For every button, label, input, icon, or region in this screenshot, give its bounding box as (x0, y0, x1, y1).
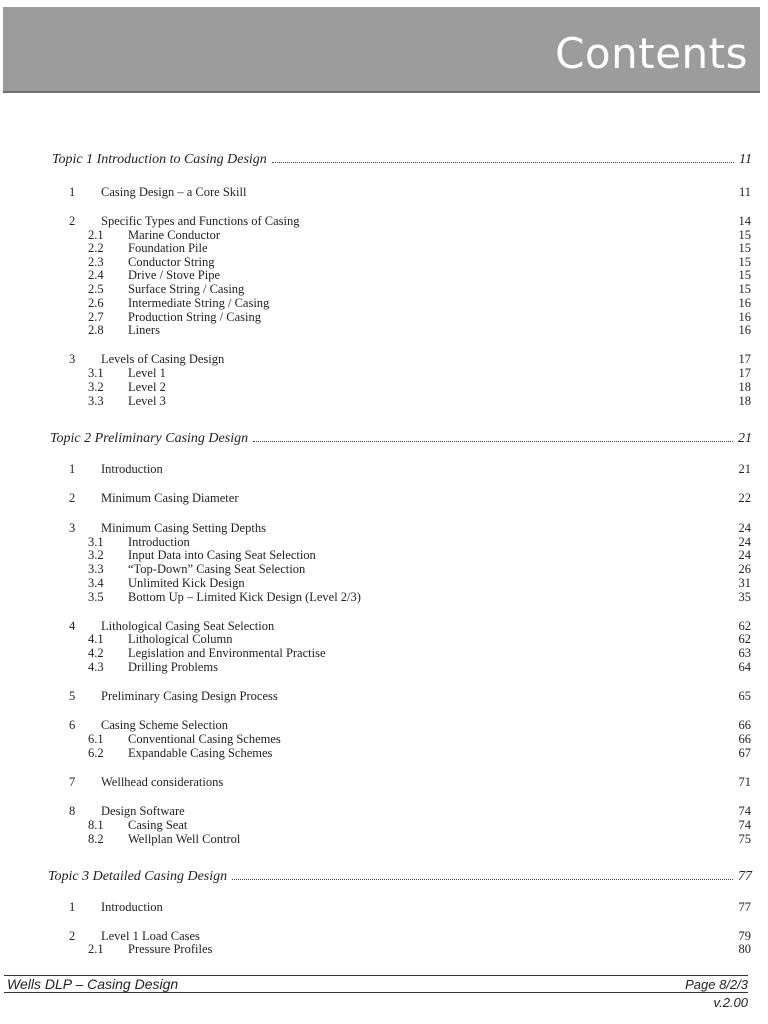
toc-entry-row (0, 590, 768, 604)
toc-entry-row (0, 255, 768, 269)
toc-entry-number: 2.8 (88, 323, 104, 337)
toc-entry-title: Introduction (101, 900, 163, 914)
toc-entry-row (0, 689, 768, 703)
toc-page-number: 18 (738, 380, 751, 394)
toc-entry-number: 5 (69, 689, 76, 703)
toc-entry-row (0, 282, 768, 296)
toc-page-number: 11 (739, 152, 752, 167)
toc-entry-number: 3.1 (88, 366, 104, 380)
toc-page-number: 16 (738, 323, 751, 337)
toc-entry-title: Preliminary Casing Design Process (101, 689, 278, 703)
toc-entry-row (0, 619, 768, 633)
footer-document-title: Wells DLP – Casing Design (7, 976, 179, 992)
toc-entry-number: 3 (69, 352, 76, 366)
toc-entry-title: Liners (128, 323, 160, 337)
footer-divider-bottom (4, 992, 748, 993)
toc-entry-row (0, 818, 768, 832)
toc-entry-row (0, 185, 768, 199)
toc-page-number: 66 (738, 732, 751, 746)
toc-page-number: 65 (738, 689, 751, 703)
toc-dot-leader (232, 879, 733, 880)
toc-entry-title: Introduction (128, 535, 190, 549)
toc-entry-row (0, 521, 768, 535)
toc-entry-title: “Top-Down” Casing Seat Selection (128, 562, 306, 576)
toc-entry-number: 2.1 (88, 942, 104, 956)
toc-topic-row (48, 870, 752, 884)
toc-entry-number: 2 (69, 214, 76, 228)
toc-entry-row (0, 775, 768, 789)
toc-page-number: 62 (738, 632, 751, 646)
toc-page-number: 15 (738, 228, 751, 242)
toc-entry-row (0, 462, 768, 476)
toc-entry-number: 6.2 (88, 746, 104, 760)
toc-topic-row (52, 153, 752, 167)
toc-entry-title: Conductor String (128, 255, 215, 269)
toc-entry-number: 8 (69, 804, 76, 818)
toc-entry-number: 2 (69, 929, 76, 943)
toc-page-number: 66 (738, 718, 751, 732)
toc-entry-number: 3.1 (88, 535, 104, 549)
toc-entry-title: Casing Design – a Core Skill (101, 185, 247, 199)
toc-topic-title: Topic 1 Introduction to Casing Design (52, 152, 267, 167)
toc-entry-number: 2.3 (88, 255, 104, 269)
toc-topic-title: Topic 2 Preliminary Casing Design (50, 431, 249, 446)
toc-entry-row (0, 366, 768, 380)
toc-page-number: 15 (738, 282, 751, 296)
toc-page-number: 21 (738, 431, 752, 446)
toc-entry-row (0, 491, 768, 505)
toc-entry-title: Production String / Casing (128, 310, 261, 324)
toc-entry-row (0, 562, 768, 576)
toc-entry-title: Wellplan Well Control (128, 832, 241, 846)
toc-entry-row (0, 942, 768, 956)
toc-page-number: 74 (738, 818, 751, 832)
toc-page-number: 24 (738, 535, 751, 549)
toc-page-number: 62 (738, 619, 751, 633)
toc-page-number: 18 (738, 394, 751, 408)
toc-page-number: 17 (738, 366, 751, 380)
toc-page-number: 16 (738, 296, 751, 310)
toc-entry-number: 3.3 (88, 562, 104, 576)
toc-entry-title: Levels of Casing Design (101, 352, 225, 366)
toc-page-number: 15 (738, 255, 751, 269)
toc-entry-title: Drilling Problems (128, 660, 218, 674)
toc-entry-number: 2.6 (88, 296, 104, 310)
toc-entry-title: Level 2 (128, 380, 166, 394)
toc-entry-number: 3.3 (88, 394, 104, 408)
toc-entry-number: 4 (69, 619, 76, 633)
toc-entry-title: Introduction (101, 462, 163, 476)
toc-page-number: 67 (738, 746, 751, 760)
toc-entry-title: Lithological Column (128, 632, 233, 646)
toc-entry-title: Legislation and Environmental Practise (128, 646, 326, 660)
toc-page-number: 22 (738, 491, 751, 505)
toc-page-number: 80 (738, 942, 751, 956)
toc-entry-row (0, 900, 768, 914)
toc-entry-title: Wellhead considerations (101, 775, 224, 789)
toc-entry-title: Conventional Casing Schemes (128, 732, 281, 746)
toc-entry-row (0, 535, 768, 549)
toc-entry-title: Casing Seat (128, 818, 188, 832)
toc-entry-number: 3 (69, 521, 76, 535)
toc-page-number: 11 (738, 185, 751, 199)
toc-entry-title: Pressure Profiles (128, 942, 213, 956)
toc-entry-number: 4.1 (88, 632, 104, 646)
toc-page-number: 71 (738, 775, 751, 789)
toc-entry-row (0, 548, 768, 562)
toc-page-number: 64 (738, 660, 751, 674)
toc-entry-row (0, 228, 768, 242)
toc-entry-row (0, 746, 768, 760)
toc-entry-number: 6.1 (88, 732, 104, 746)
toc-entry-title: Level 3 (128, 394, 166, 408)
toc-entry-title: Minimum Casing Diameter (101, 491, 239, 505)
toc-entry-title: Intermediate String / Casing (128, 296, 270, 310)
toc-entry-row (0, 660, 768, 674)
toc-entry-number: 1 (69, 462, 76, 476)
toc-page-number: 17 (738, 352, 751, 366)
toc-entry-number: 3.5 (88, 590, 104, 604)
toc-entry-title: Design Software (101, 804, 185, 818)
toc-entry-number: 1 (69, 185, 76, 199)
toc-entry-number: 2.1 (88, 228, 104, 242)
toc-page-number: 31 (738, 576, 751, 590)
toc-page-number: 74 (738, 804, 751, 818)
toc-entry-number: 8.1 (88, 818, 104, 832)
toc-entry-row (0, 241, 768, 255)
toc-entry-number: 6 (69, 718, 76, 732)
toc-dot-leader (272, 162, 734, 163)
toc-page-number: 35 (738, 590, 751, 604)
toc-topic-title: Topic 3 Detailed Casing Design (48, 869, 228, 884)
toc-entry-title: Lithological Casing Seat Selection (101, 619, 275, 633)
toc-topic-row (50, 432, 752, 446)
toc-entry-row (0, 296, 768, 310)
toc-entry-number: 7 (69, 775, 76, 789)
toc-page-number: 14 (738, 214, 751, 228)
toc-entry-number: 1 (69, 900, 76, 914)
toc-entry-number: 2.5 (88, 282, 104, 296)
toc-entry-row (0, 646, 768, 660)
toc-page-number: 15 (738, 241, 751, 255)
toc-entry-number: 2 (69, 491, 76, 505)
toc-page-number: 77 (738, 869, 752, 884)
toc-entry-row (0, 718, 768, 732)
toc-entry-title: Input Data into Casing Seat Selection (128, 548, 316, 562)
toc-entry-title: Minimum Casing Setting Depths (101, 521, 266, 535)
toc-entry-number: 3.2 (88, 548, 104, 562)
toc-entry-number: 3.4 (88, 576, 104, 590)
toc-entry-title: Foundation Pile (128, 241, 208, 255)
toc-dot-leader (253, 441, 733, 442)
toc-entry-title: Bottom Up – Limited Kick Design (Level 2/3) (128, 590, 361, 604)
toc-entry-row (0, 268, 768, 282)
toc-page-number: 15 (738, 268, 751, 282)
toc-page-number: 24 (738, 521, 751, 535)
toc-entry-number: 2.7 (88, 310, 104, 324)
toc-page-number: 26 (738, 562, 751, 576)
toc-page-number: 79 (738, 929, 751, 943)
page-title: Contents (555, 29, 748, 78)
toc-entry-row (0, 323, 768, 337)
toc-entry-title: Marine Conductor (128, 228, 220, 242)
toc-entry-title: Level 1 (128, 366, 166, 380)
toc-entry-number: 4.2 (88, 646, 104, 660)
toc-entry-row (0, 832, 768, 846)
toc-entry-title: Level 1 Load Cases (101, 929, 200, 943)
toc-entry-row (0, 732, 768, 746)
toc-entry-title: Unlimited Kick Design (128, 576, 245, 590)
toc-page-number: 24 (738, 548, 751, 562)
toc-entry-row (0, 380, 768, 394)
toc-entry-title: Specific Types and Functions of Casing (101, 214, 300, 228)
footer-page-number: Page 8/2/3 (685, 977, 748, 992)
toc-entry-title: Drive / Stove Pipe (128, 268, 221, 282)
toc-entry-title: Surface String / Casing (128, 282, 245, 296)
toc-page-number: 21 (738, 462, 751, 476)
toc-entry-number: 3.2 (88, 380, 104, 394)
toc-page-number: 16 (738, 310, 751, 324)
toc-entry-row (0, 352, 768, 366)
toc-entry-number: 8.2 (88, 832, 104, 846)
toc-page-number: 75 (738, 832, 751, 846)
toc-entry-row (0, 310, 768, 324)
toc-page-number: 77 (738, 900, 751, 914)
toc-entry-row (0, 632, 768, 646)
toc-entry-title: Casing Scheme Selection (101, 718, 229, 732)
toc-entry-row (0, 576, 768, 590)
toc-entry-row (0, 929, 768, 943)
toc-entry-row (0, 394, 768, 408)
toc-entry-number: 2.4 (88, 268, 104, 282)
toc-entry-title: Expandable Casing Schemes (128, 746, 273, 760)
toc-entry-row (0, 804, 768, 818)
toc-page-number: 63 (738, 646, 751, 660)
toc-entry-number: 4.3 (88, 660, 104, 674)
footer-version: v.2.00 (713, 995, 748, 1010)
toc-entry-number: 2.2 (88, 241, 104, 255)
toc-entry-row (0, 214, 768, 228)
